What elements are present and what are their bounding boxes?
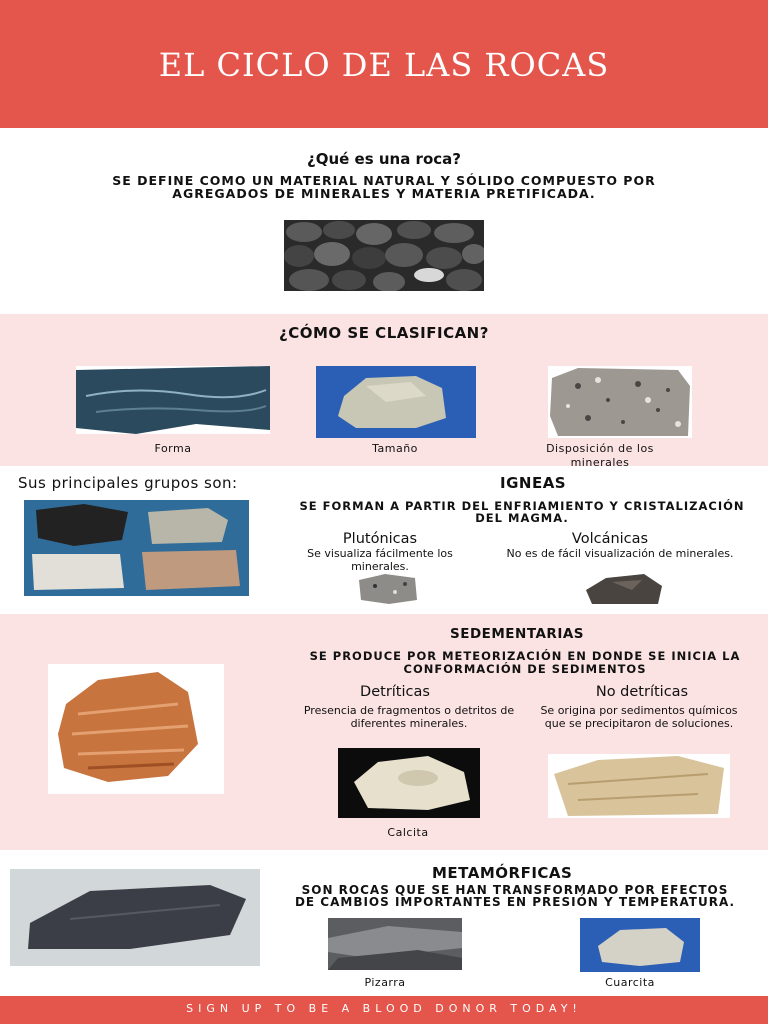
intro-question: ¿Qué es una roca?	[307, 150, 461, 168]
intro-definition: SE DEFINE COMO UN MATERIAL NATURAL Y SÓLIDO COMPUESTO POR AGREGADOS DE MINERALES Y MATERIA PRETIFICADA.	[112, 173, 656, 201]
pizarra-image	[328, 918, 462, 970]
plutonicas-text: Se visualiza fácilmente los minerales.	[307, 547, 453, 573]
sedimentaria-rock-image	[48, 664, 224, 794]
igneas-samples-image	[24, 500, 249, 596]
criteria-tamano: Tamaño	[372, 442, 418, 455]
classify-heading: ¿CÓMO SE CLASIFICAN?	[279, 324, 489, 342]
sedimentarias-heading: SEDEMENTARIAS	[450, 626, 585, 642]
plutonica-rock-image	[355, 572, 421, 606]
no-detriticas-text: Se origina por sedimentos químicos que se precipitaron de soluciones.	[540, 704, 738, 730]
groups-intro: Sus principales grupos son:	[18, 474, 238, 492]
calcita-image	[338, 748, 480, 818]
sedimentarias-description: SE PRODUCE POR METEORIZACIÓN EN DONDE SE INICIA LA CONFORMACIÓN DE SEDIMENTOS	[309, 649, 741, 676]
volcanicas-title: Volcánicas	[571, 531, 649, 547]
metamorficas-heading: METAMÓRFICAS	[432, 864, 573, 882]
disposicion-image	[548, 366, 692, 438]
criteria-disposicion: Disposición de los minerales	[546, 442, 654, 469]
metamorfica-rock-image	[10, 869, 260, 966]
igneas-description: SE FORMAN A PARTIR DEL ENFRIAMIENTO Y CRISTALIZACIÓN DEL MAGMA.	[299, 499, 745, 525]
plutonicas-title: Plutónicas	[342, 531, 418, 547]
volcanica-rock-image	[582, 572, 666, 606]
calcita-caption: Calcita	[387, 826, 429, 839]
detriticas-title: Detríticas	[360, 684, 430, 700]
header-banner	[0, 0, 768, 128]
page-title: EL CICLO DE LAS ROCAS	[158, 46, 610, 84]
metamorficas-description: SON ROCAS QUE SE HAN TRANSFORMADO POR EFECTOS DE CAMBIOS IMPORTANTES EN PRESIÓN Y TEMPERATURA.	[294, 883, 736, 909]
tamano-image	[316, 366, 476, 438]
pizarra-caption: Pizarra	[364, 976, 406, 989]
volcanicas-text: No es de fácil visualización de minerales.	[506, 547, 734, 560]
cuarcita-image	[580, 918, 700, 972]
pebbles-image	[284, 220, 484, 291]
cuarcita-caption: Cuarcita	[605, 976, 655, 989]
no-detriticas-title: No detríticas	[595, 684, 689, 700]
igneas-heading: IGNEAS	[500, 474, 567, 492]
no-detritica-rock-image	[548, 754, 730, 818]
footer-banner	[0, 996, 768, 1024]
criteria-forma: Forma	[154, 442, 192, 455]
detriticas-text: Presencia de fragmentos o detritos de diferentes minerales.	[303, 704, 515, 730]
footer-cta[interactable]: SIGN UP TO BE A BLOOD DONOR TODAY!	[186, 1002, 582, 1015]
forma-image	[76, 366, 270, 434]
